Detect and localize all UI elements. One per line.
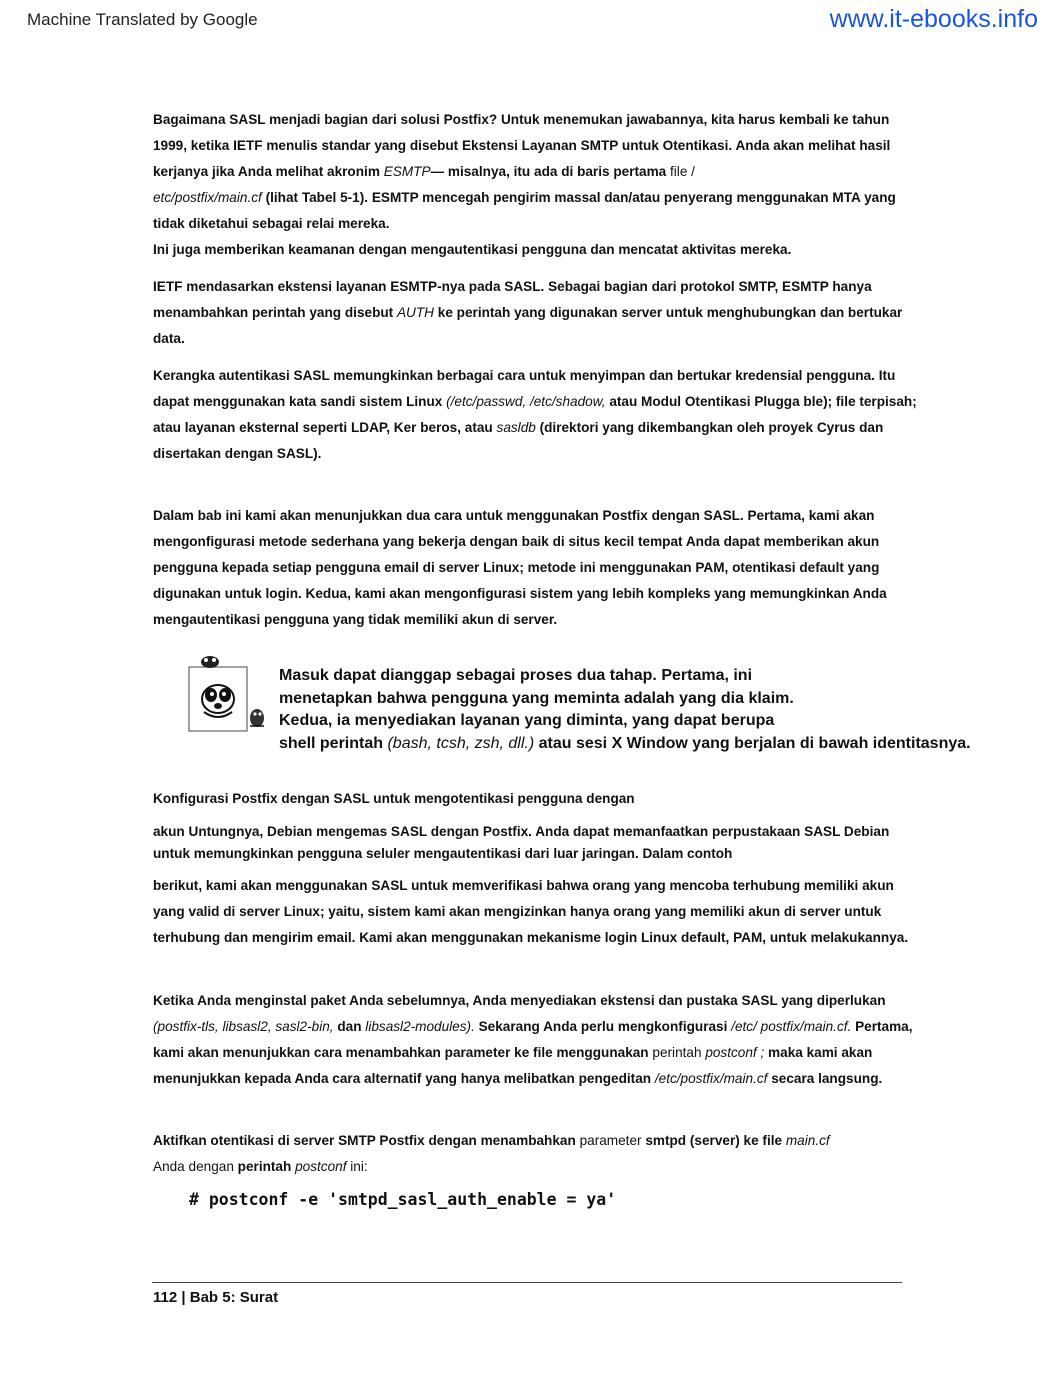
page-footer: 112 | Bab 5: Surat [153,1289,279,1306]
paragraph-chapter-overview: Dalam bab ini kami akan menunjukkan dua cara untuk menggunakan Postfix dengan SASL. Pertama, kami akan mengonfigurasi metode sederhana yang bekerja dengan baik di situs kecil tempat Anda dapat memberikan akun pengguna kepada setiap pengguna email di server Linux; metode ini menggunakan PAM, otentikasi default yang digunakan untuk login. Kedua, kami akan mengonfigurasi sistem yang lebih kompleks yang memungkinkan Anda mengautentikasi pengguna yang tidak memiliki akun di server. [153,508,887,627]
postconf-command: # postconf -e 'smtpd_sasl_auth_enable = ya' [189,1190,617,1209]
section-heading: Konfigurasi Postfix dengan SASL untuk mengotentikasi pengguna dengan [153,791,635,806]
paragraph-enable-auth: Aktifkan otentikasi di server SMTP Postfix dengan menambahkan parameter smtpd (server) ke file main.cf Anda dengan perintah postconf ini: [153,1133,830,1174]
paragraph-packages: Ketika Anda menginstal paket Anda sebelumnya, Anda menyediakan ekstensi dan pustaka SASL yang diperlukan (postfix-tls, libsasl2, sasl2-bin, dan libsasl2-modules). Sekarang Anda perlu mengkonfigurasi /etc/ postfix/main.cf. Pertama, kami akan menunjukkan cara menambahkan parameter ke file menggunakan perintah postconf ; maka kami akan menunjukkan kepada Anda cara alternatif yang hanya melibatkan pengeditan /etc/postfix/main.cf secara langsung. [153,993,913,1086]
footer-divider [152,1282,902,1283]
machine-translated-label: Machine Translated by Google [27,10,258,29]
site-link[interactable]: www.it-ebooks.info [829,5,1038,33]
note-text: Masuk dapat dianggap sebagai proses dua tahap. Pertama, ini menetapkan bahwa pengguna yang meminta adalah yang dia klaim. Kedua, ia menyediakan layanan yang diminta, yang dapat berupa shell perintah (bash, tcsh, zsh, dll.) atau sesi X Window yang berjalan di bawah identitasnya. [279,667,971,752]
paragraph-sasl-framework: Kerangka autentikasi SASL memungkinkan berbagai cara untuk menyimpan dan bertukar kredensial pengguna. Itu dapat menggunakan kata sandi sistem Linux (/etc/passwd, /etc/shadow, atau Modul Otentikasi Plugga ble); file terpisah; atau layanan eksternal seperti LDAP, Ker beros, atau sasldb (direktori yang dikembangkan oleh proyek Cyrus dan disertakan dengan SASL). [153,368,917,461]
paragraph-sasl-history: Bagaimana SASL menjadi bagian dari solusi Postfix? Untuk menemukan jawabannya, kita harus kembali ke tahun 1999, ketika IETF menulis standar yang disebut Ekstensi Layanan SMTP untuk Otentikasi. Anda akan melihat hasil kerjanya jika Anda melihat akronim ESMTP— misalnya, itu ada di baris pertama file / etc/postfix/main.cf (lihat Tabel 5-1). ESMTP mencegah pengirim massal dan/atau penyerang menggunakan MTA yang tidak diketahui sebagai relai mereka. Ini juga memberikan keamanan dengan mengautentikasi pengguna dan mencatat aktivitas mereka. [153,112,896,257]
paragraph-pam-example: berikut, kami akan menggunakan SASL untuk memverifikasi bahwa orang yang mencoba terhubung memiliki akun yang valid di server Linux; yaitu, sistem kami akan mengizinkan hanya orang yang memiliki akun di server untuk terhubung dan mengirim email. Kami akan menggunakan mekanisme login Linux default, PAM, untuk melakukannya. [153,878,909,945]
paragraph-esmtp-auth: IETF mendasarkan ekstensi layanan ESMTP-nya pada SASL. Sebagai bagian dari protokol SMTP, ESMTP hanya menambahkan perintah yang disebut AUTH ke perintah yang digunakan server untuk menghubungkan dan bertukar data. [153,279,903,346]
raccoon-tip-icon [186,652,268,738]
paragraph-debian-sasl: akun Untungnya, Debian mengemas SASL dengan Postfix. Anda dapat memanfaatkan perpustakaan SASL Debian untuk memungkinkan pengguna seluler mengautentikasi dari luar jaringan. Dalam contoh [153,824,890,861]
